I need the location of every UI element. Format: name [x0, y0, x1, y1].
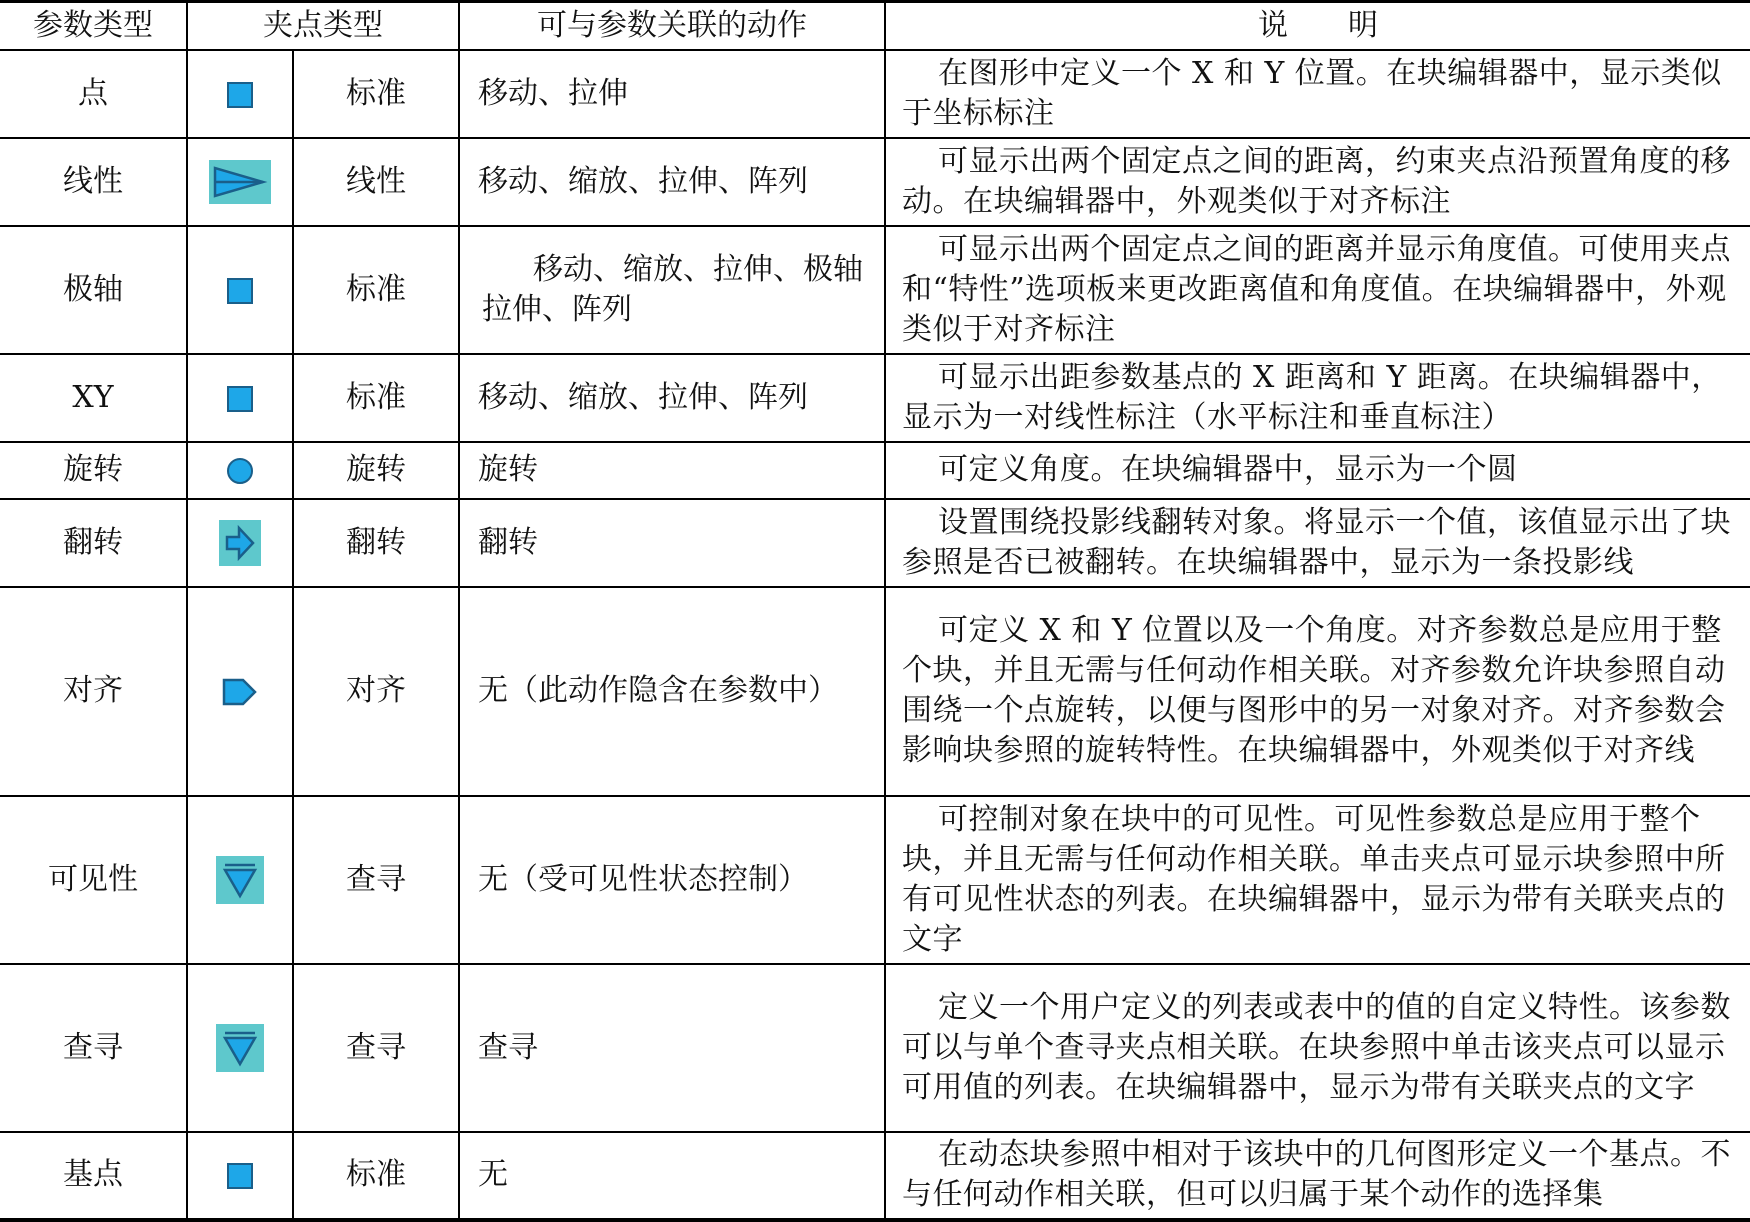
table-row	[0, 1132, 1750, 1220]
header-row	[0, 2, 1750, 50]
grip-icon-cell	[187, 499, 293, 587]
grip-type-cell: 线性	[293, 138, 459, 226]
flip-arrow-grip-icon	[219, 520, 261, 566]
description-cell: 设置围绕投影线翻转对象。将显示一个值，该值显示出了块参照是否已被翻转。在块编辑器中，显示为一条投影线	[885, 499, 1750, 587]
grip-icon-cell	[187, 796, 293, 964]
description-cell: 可显示出距参数基点的 X 距离和 Y 距离。在块编辑器中，显示为一对线性标注（水平标注和垂直标注）	[885, 354, 1750, 442]
actions-cell: 移动、拉伸	[459, 50, 885, 138]
square-grip-icon	[226, 277, 254, 305]
grip-type-cell: 标准	[293, 226, 459, 354]
param-type-cell: 对齐	[0, 587, 187, 796]
grip-icon-cell	[187, 442, 293, 499]
actions-cell: 无（受可见性状态控制）	[459, 796, 885, 964]
param-type-cell: 线性	[0, 138, 187, 226]
grip-icon-cell	[187, 1132, 293, 1220]
description-cell: 定义一个用户定义的列表或表中的值的自定义特性。该参数可以与单个查寻夹点相关联。在块参照中单击该夹点可以显示可用值的列表。在块编辑器中，显示为带有关联夹点的文字	[885, 964, 1750, 1132]
table-row	[0, 964, 1750, 1132]
table-row	[0, 499, 1750, 587]
linear-grip-icon	[209, 160, 271, 204]
actions-cell: 移动、缩放、拉伸、阵列	[459, 138, 885, 226]
description-cell: 可控制对象在块中的可见性。可见性参数总是应用于整个块，并且无需与任何动作相关联。单击夹点可显示块参照中所有可见性状态的列表。在块编辑器中，显示为带有关联夹点的文字	[885, 796, 1750, 964]
param-type-cell: 极轴	[0, 226, 187, 354]
description-cell: 可定义角度。在块编辑器中，显示为一个圆	[885, 442, 1750, 499]
param-type-cell: 可见性	[0, 796, 187, 964]
grip-type-cell: 对齐	[293, 587, 459, 796]
description-cell: 在图形中定义一个 X 和 Y 位置。在块编辑器中，显示类似于坐标标注	[885, 50, 1750, 138]
actions-cell: 无	[459, 1132, 885, 1220]
grip-icon-cell	[187, 354, 293, 442]
table-row	[0, 587, 1750, 796]
param-type-cell: 点	[0, 50, 187, 138]
square-grip-icon	[226, 385, 254, 413]
header-grip-type: 夹点类型	[187, 2, 459, 50]
table-row	[0, 50, 1750, 138]
table-row	[0, 354, 1750, 442]
grip-icon-cell	[187, 138, 293, 226]
square-grip-icon	[226, 81, 254, 109]
grip-type-cell: 标准	[293, 50, 459, 138]
param-type-cell: XY	[0, 354, 187, 442]
grip-icon-cell	[187, 587, 293, 796]
header-actions: 可与参数关联的动作	[459, 2, 885, 50]
lookup-grip-icon	[216, 856, 264, 904]
grip-type-cell: 标准	[293, 354, 459, 442]
circle-grip-icon	[225, 456, 255, 486]
grip-type-cell: 查寻	[293, 796, 459, 964]
alignment-grip-icon	[221, 677, 259, 707]
grip-icon-cell	[187, 226, 293, 354]
actions-cell: 无（此动作隐含在参数中）	[459, 587, 885, 796]
grip-type-cell: 旋转	[293, 442, 459, 499]
param-type-cell: 基点	[0, 1132, 187, 1220]
actions-cell: 移动、缩放、拉伸、极轴拉伸、阵列	[459, 226, 885, 354]
description-cell: 可定义 X 和 Y 位置以及一个角度。对齐参数总是应用于整个块，并且无需与任何动作相关联。对齐参数允许块参照自动围绕一个点旋转，以便与图形中的另一对象对齐。对齐参数会影响块参照的旋转特性。在块编辑器中，外观类似于对齐线	[885, 587, 1750, 796]
actions-cell: 翻转	[459, 499, 885, 587]
param-type-cell: 旋转	[0, 442, 187, 499]
table-row	[0, 442, 1750, 499]
actions-cell: 移动、缩放、拉伸、阵列	[459, 354, 885, 442]
grip-icon-cell	[187, 50, 293, 138]
header-description: 说 明	[885, 2, 1750, 50]
description-cell: 在动态块参照中相对于该块中的几何图形定义一个基点。不与任何动作相关联，但可以归属于某个动作的选择集	[885, 1132, 1750, 1220]
param-type-cell: 翻转	[0, 499, 187, 587]
table-row	[0, 138, 1750, 226]
grip-type-cell: 查寻	[293, 964, 459, 1132]
param-type-cell: 查寻	[0, 964, 187, 1132]
table-row	[0, 226, 1750, 354]
actions-cell: 旋转	[459, 442, 885, 499]
table-row	[0, 796, 1750, 964]
description-cell: 可显示出两个固定点之间的距离，约束夹点沿预置角度的移动。在块编辑器中，外观类似于对齐标注	[885, 138, 1750, 226]
square-grip-icon	[226, 1162, 254, 1190]
grip-icon-cell	[187, 964, 293, 1132]
grip-type-cell: 标准	[293, 1132, 459, 1220]
header-param-type: 参数类型	[0, 2, 187, 50]
description-cell: 可显示出两个固定点之间的距离并显示角度值。可使用夹点和“特性”选项板来更改距离值和角度值。在块编辑器中，外观类似于对齐标注	[885, 226, 1750, 354]
actions-cell: 查寻	[459, 964, 885, 1132]
grip-type-cell: 翻转	[293, 499, 459, 587]
lookup-grip-icon	[216, 1024, 264, 1072]
